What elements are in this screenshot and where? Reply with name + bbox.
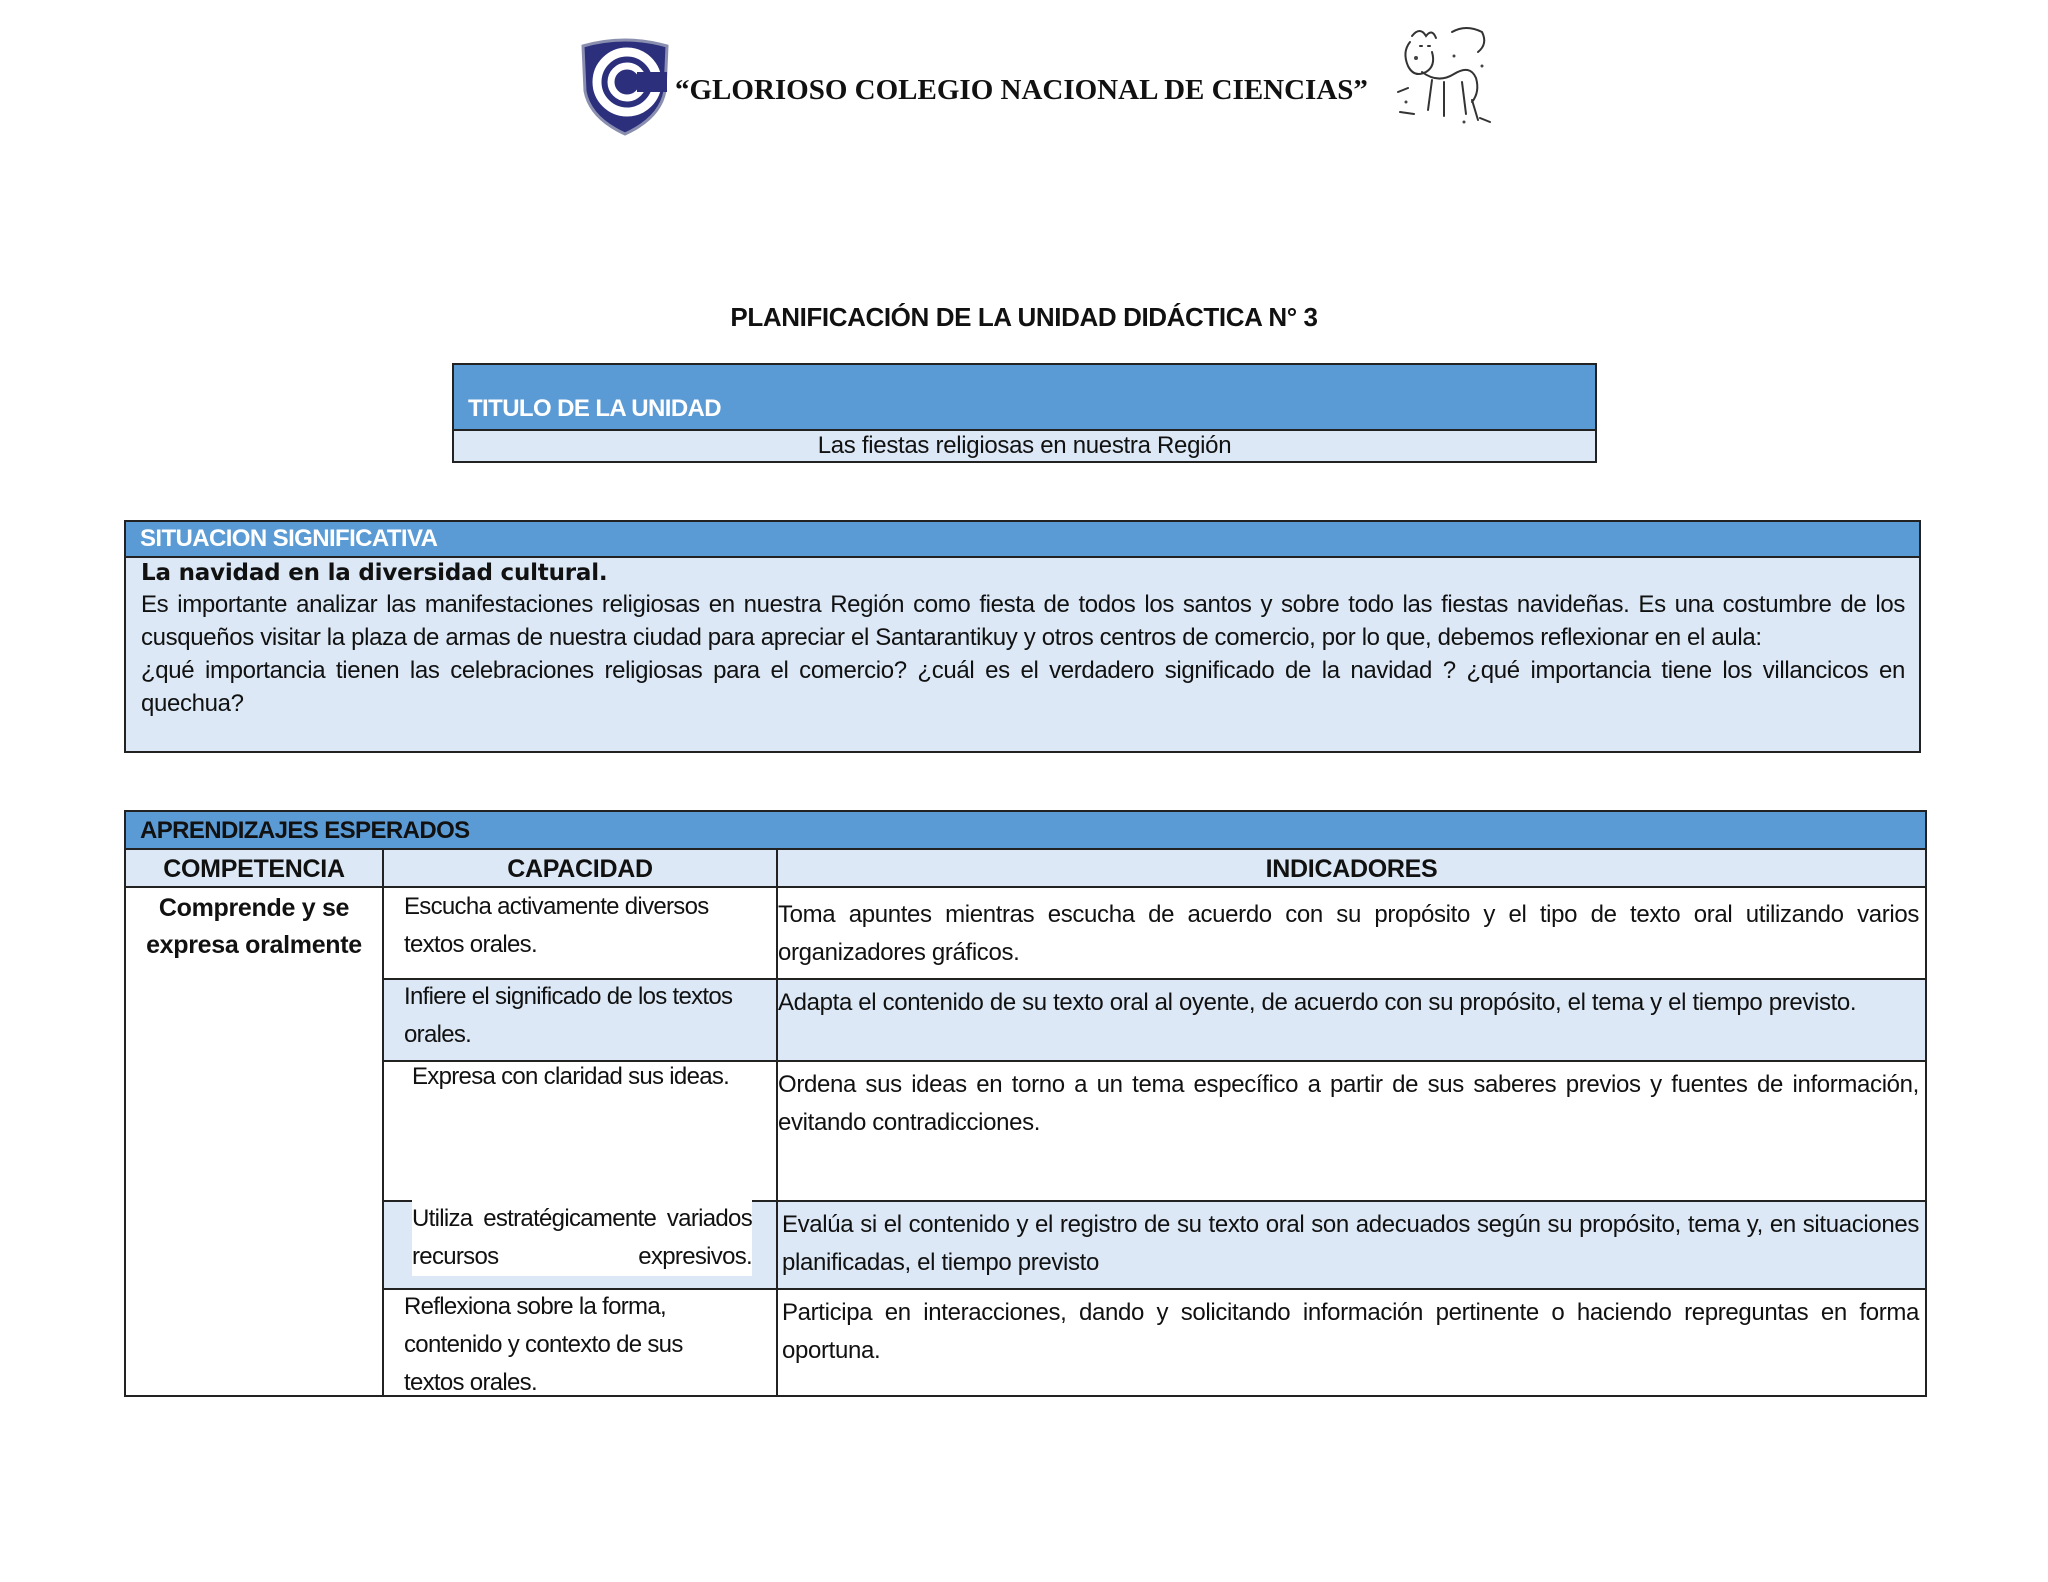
table-row xyxy=(384,1202,1925,1290)
column-header-capacidad: CAPACIDAD xyxy=(384,850,776,888)
table-row xyxy=(384,890,1925,980)
indicador-cell: Evalúa si el contenido y el registro de su texto oral son adecuados según su propósito, tema y, en situaciones planificadas, el tiempo previsto xyxy=(782,1211,1919,1276)
capacidad-cell: Reflexiona sobre la forma, contenido y contexto de sus textos orales. xyxy=(404,1293,683,1396)
situacion-subtitle: La navidad en la diversidad cultural. xyxy=(141,560,608,586)
situacion-questions: ¿qué importancia tienen las celebraciones religiosas para el comercio? ¿cuál es el verdadero significado de la navidad ? ¿qué importancia tiene los villancicos en quechua? xyxy=(141,657,1905,717)
capacidad-cell: Escucha activamente diversos textos orales. xyxy=(404,893,709,958)
competencia-cell: Comprende y se expresa oralmente xyxy=(146,894,362,959)
table-row xyxy=(384,980,1925,1062)
llama-drawing-logo xyxy=(1392,22,1494,132)
column-divider xyxy=(382,850,384,1395)
situacion-significativa-box xyxy=(124,520,1921,753)
capacidad-cell: Utiliza estratégicamente variados recursos expresivos. xyxy=(412,1200,752,1276)
capacidad-cell: Expresa con claridad sus ideas. xyxy=(412,1063,730,1090)
aprendizajes-table xyxy=(124,810,1927,1397)
indicador-cell: Participa en interacciones, dando y solicitando información pertinente o haciendo repreguntas en forma oportuna. xyxy=(782,1299,1919,1364)
table-row xyxy=(384,1062,1925,1202)
capacidad-cell: Infiere el significado de los textos orales. xyxy=(404,983,733,1048)
situacion-paragraph: Es importante analizar las manifestaciones religiosas en nuestra Región como fiesta de todos los santos y sobre todo las fiestas navideñas. Es una costumbre de los cusqueños visitar la plaza de armas de nuestra ciudad para apreciar el Santarantikuy y otros centros de comercio, por lo que, debemos reflexionar en el aula: xyxy=(141,591,1905,651)
table-row xyxy=(384,1290,1925,1397)
indicador-cell: Adapta el contenido de su texto oral al oyente, de acuerdo con su propósito, el tema y el tiempo previsto. xyxy=(778,989,1857,1016)
indicador-cell: Toma apuntes mientras escucha de acuerdo con su propósito y el tipo de texto oral utilizando varios organizadores gráficos. xyxy=(778,901,1919,966)
column-header-competencia: COMPETENCIA xyxy=(126,850,382,888)
unit-title-value: Las fiestas religiosas en nuestra Región xyxy=(454,431,1595,461)
school-name: “GLORIOSO COLEGIO NACIONAL DE CIENCIAS” xyxy=(675,74,1368,106)
indicador-cell: Ordena sus ideas en torno a un tema específico a partir de sus saberes previos y fuentes de información, evitando contradicciones. xyxy=(778,1071,1919,1136)
aprendizajes-label: APRENDIZAJES ESPERADOS xyxy=(126,812,1925,850)
column-divider xyxy=(776,850,778,1395)
unit-title-box xyxy=(452,363,1597,463)
column-header-indicadores: INDICADORES xyxy=(778,850,1925,888)
unit-title-label: TITULO DE LA UNIDAD xyxy=(454,365,1595,431)
school-shield-logo xyxy=(575,36,675,136)
document-title: PLANIFICACIÓN DE LA UNIDAD DIDÁCTICA N° 3 xyxy=(730,302,1318,332)
situacion-label: SITUACION SIGNIFICATIVA xyxy=(126,522,1919,558)
